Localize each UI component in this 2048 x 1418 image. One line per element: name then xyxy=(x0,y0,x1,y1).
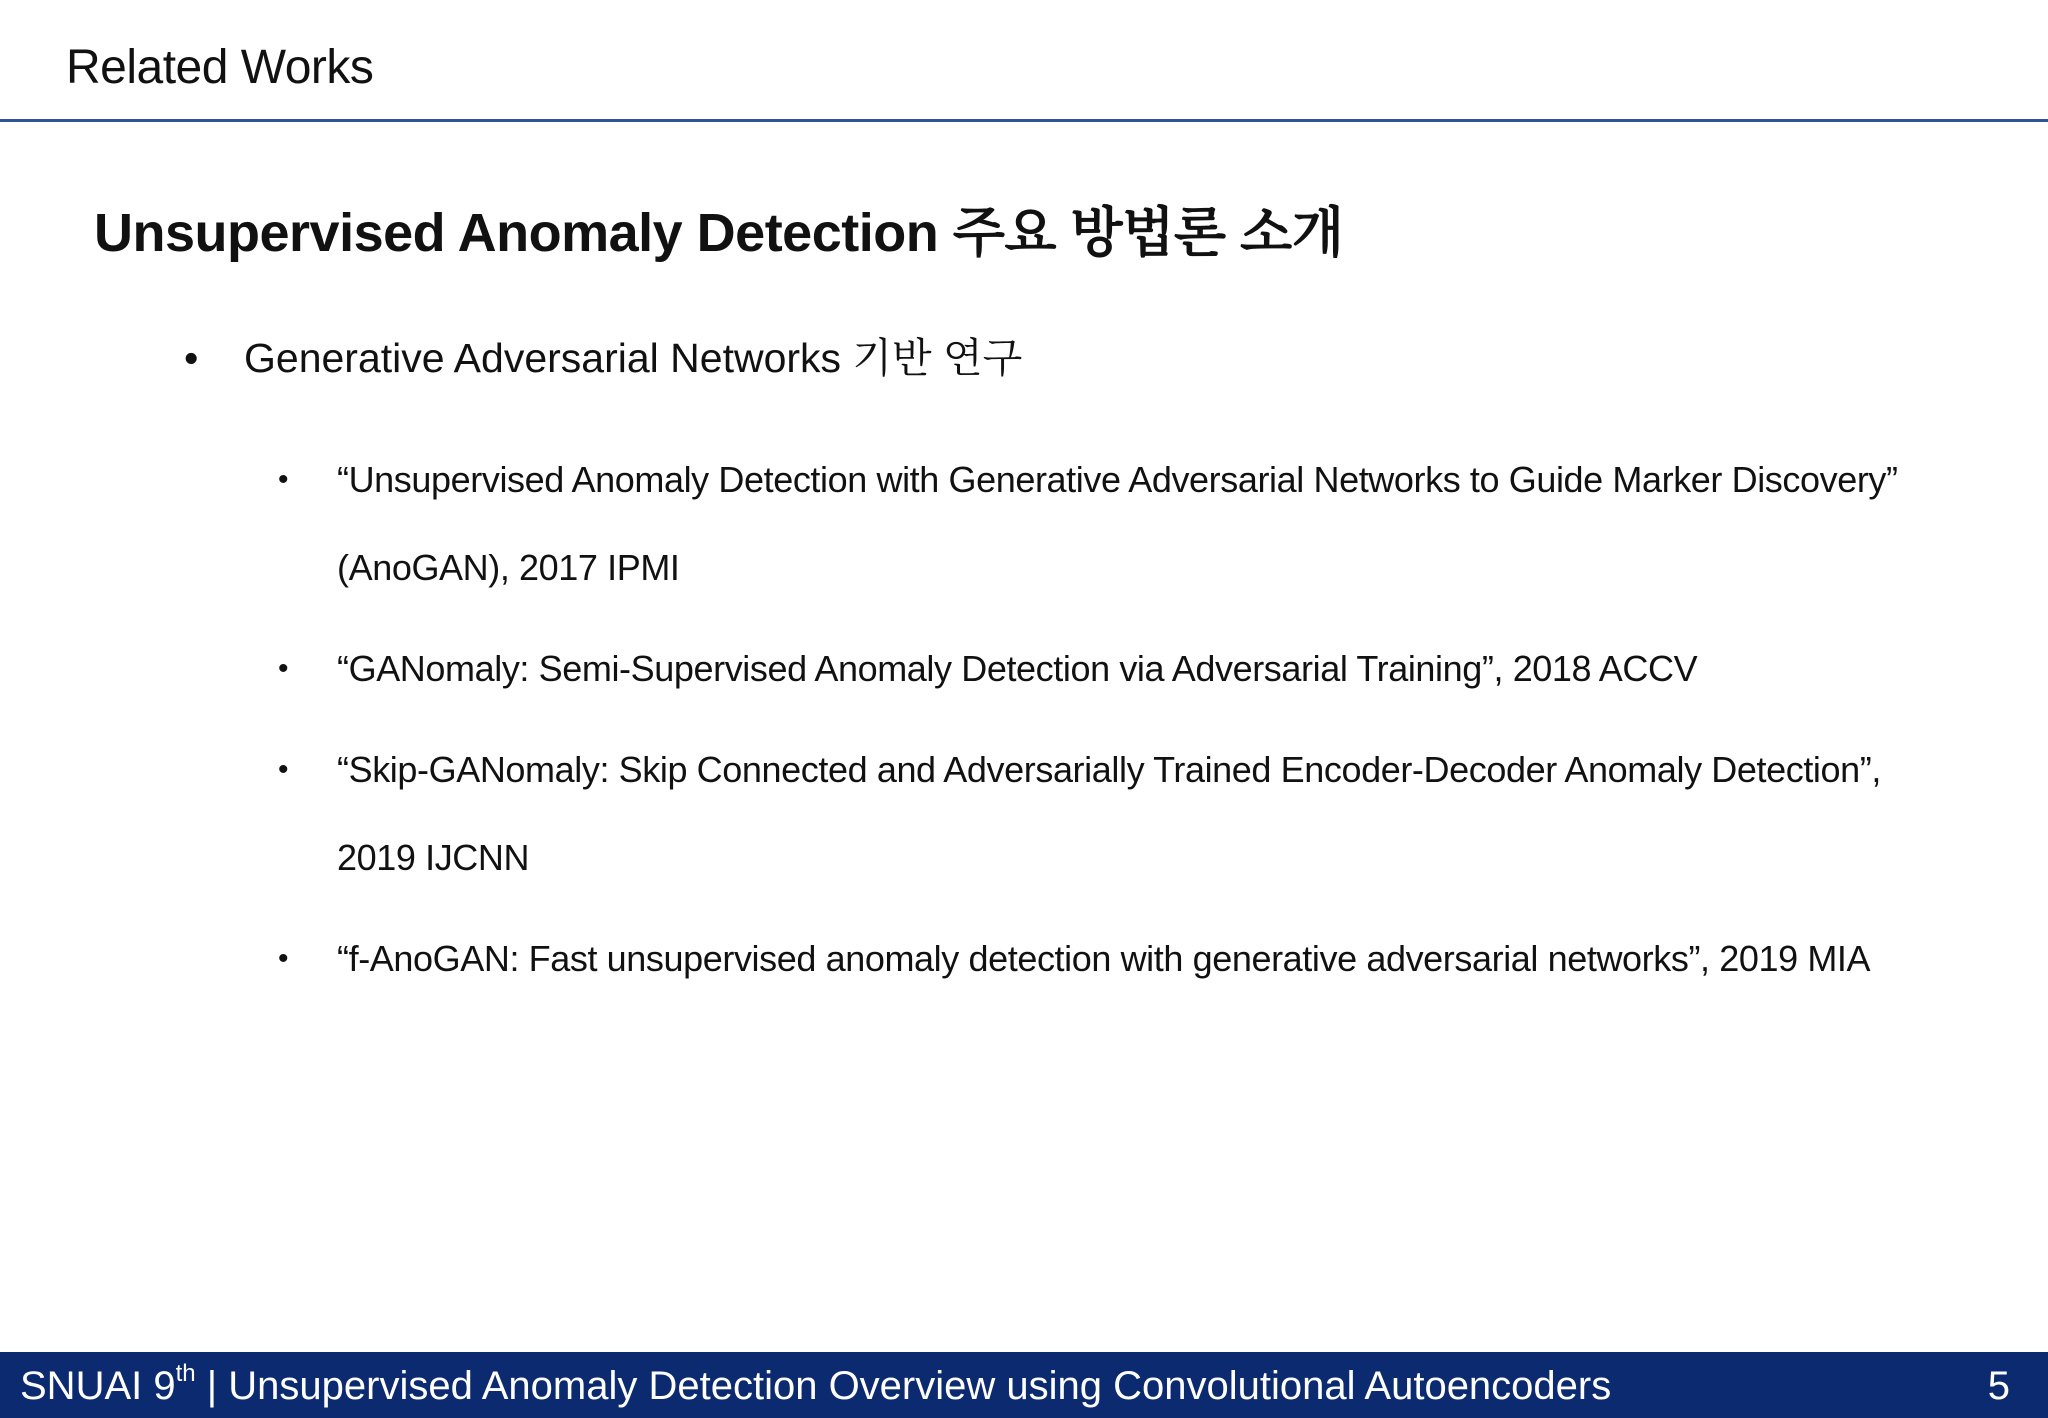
footer-org: SNUAI 9 xyxy=(20,1364,176,1408)
reference-item xyxy=(276,436,2048,612)
page-number: 5 xyxy=(1987,1364,2010,1408)
reference-venue: (AnoGAN), 2017 IPMI xyxy=(337,547,680,588)
reference-item xyxy=(276,915,2048,1003)
footer-bar xyxy=(0,1352,2048,1418)
section-heading: Unsupervised Anomaly Detection 주요 방법론 소개 xyxy=(94,203,1344,263)
reference-list xyxy=(276,436,2048,1016)
footer-separator: | xyxy=(195,1364,229,1408)
reference-title: “GANomaly: Semi-Supervised Anomaly Detection via Adversarial Training”, 2018 ACCV xyxy=(337,648,1698,689)
list-item-text: Generative Adversarial Networks 기반 연구 xyxy=(244,335,1023,381)
reference-item xyxy=(276,726,2048,902)
reference-venue: 2019 IJCNN xyxy=(337,837,530,878)
bullet: • xyxy=(278,942,289,975)
bullet: • xyxy=(278,652,289,685)
reference-title: “Unsupervised Anomaly Detection with Generative Adversarial Networks to Guide Marker Discovery” xyxy=(337,459,1898,500)
header-divider xyxy=(0,119,2048,122)
header-title: Related Works xyxy=(66,41,374,94)
reference-title: “Skip-GANomaly: Skip Connected and Adversarially Trained Encoder-Decoder Anomaly Detection”, xyxy=(337,749,1881,790)
bullet: • xyxy=(184,335,199,381)
footer-title: Unsupervised Anomaly Detection Overview using Convolutional Autoencoders xyxy=(228,1364,1612,1408)
bullet: • xyxy=(278,753,289,786)
bullet: • xyxy=(278,463,289,496)
footer-org-superscript: th xyxy=(175,1359,196,1387)
reference-title: “f-AnoGAN: Fast unsupervised anomaly detection with generative adversarial networks”, 2019 MIA xyxy=(337,938,1871,979)
footer-text xyxy=(20,1360,1611,1412)
reference-item xyxy=(276,625,2048,713)
